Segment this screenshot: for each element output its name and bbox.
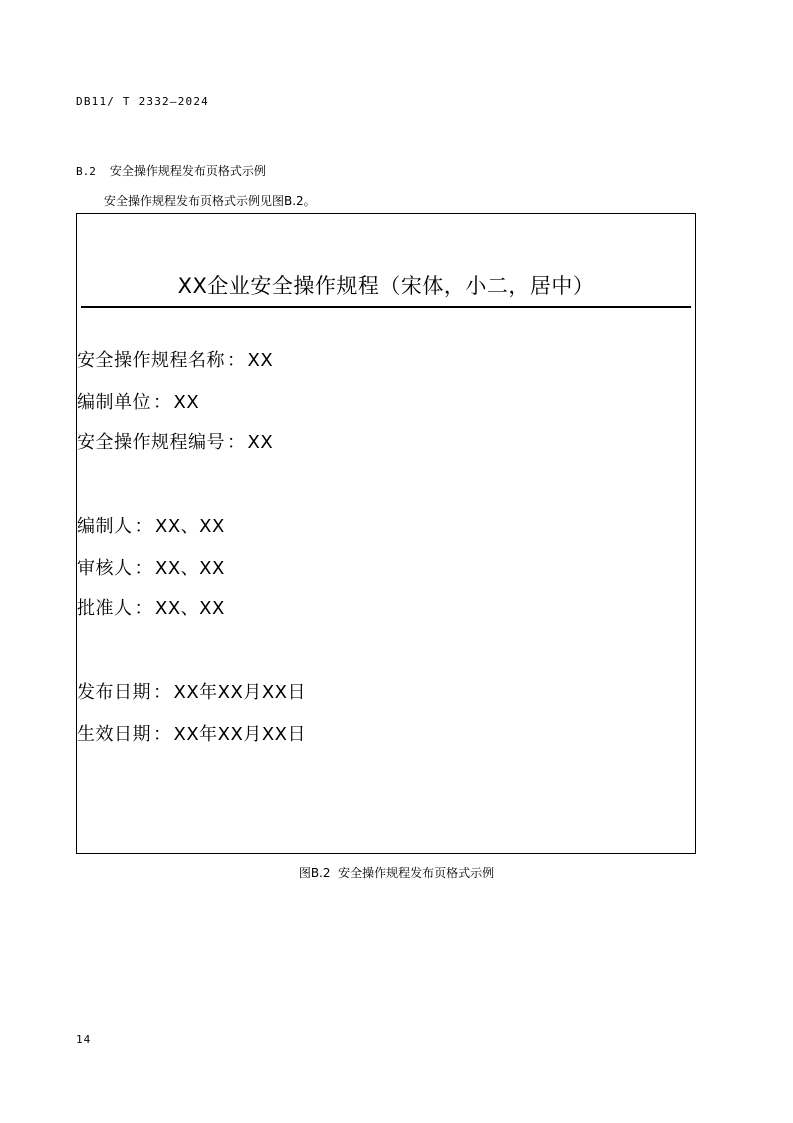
field-label: 安全操作规程名称 [77, 350, 225, 371]
figure-caption [0, 864, 793, 881]
title-underline [81, 306, 691, 308]
field-separator: ： [153, 392, 172, 413]
field-label: 发布日期 [77, 682, 151, 703]
field-release-date [77, 678, 306, 704]
field-value: XX [247, 432, 274, 453]
figure-number: 图B.2 [298, 866, 331, 880]
sample-title: XX企业安全操作规程（宋体，小二，居中） [177, 274, 595, 298]
section-number: B.2 [76, 165, 96, 178]
field-label: 编制人 [77, 516, 133, 537]
section-title: 安全操作规程发布页格式示例 [109, 164, 266, 178]
field-effective-date [77, 720, 306, 746]
field-separator: ： [134, 558, 153, 579]
field-value: XX、XX [155, 516, 225, 537]
field-label: 批准人 [77, 598, 133, 619]
field-label: 生效日期 [77, 724, 151, 745]
sample-publish-page-frame [76, 213, 696, 854]
field-label: 安全操作规程编号 [77, 432, 225, 453]
field-procedure-number [77, 428, 273, 454]
standard-code: DB11/ T 2332—2024 [76, 95, 209, 108]
field-value: XX [173, 392, 200, 413]
field-label: 审核人 [77, 558, 133, 579]
field-value: XX [247, 350, 274, 371]
field-reviewer [77, 554, 225, 580]
field-compiler [77, 512, 225, 538]
field-compiling-unit [77, 388, 199, 414]
field-separator: ： [134, 598, 153, 619]
field-procedure-name [77, 346, 273, 372]
field-value: XX、XX [155, 598, 225, 619]
field-value: XX、XX [155, 558, 225, 579]
field-label: 编制单位 [77, 392, 151, 413]
page-number: 14 [76, 1033, 92, 1046]
field-separator: ： [153, 724, 172, 745]
field-separator: ： [153, 682, 172, 703]
figure-caption-text: 安全操作规程发布页格式示例 [338, 866, 495, 880]
field-separator: ： [134, 516, 153, 537]
section-intro: 安全操作规程发布页格式示例见图B.2。 [104, 194, 316, 208]
field-approver [77, 594, 225, 620]
field-value: XX年XX月XX日 [173, 682, 306, 703]
field-value: XX年XX月XX日 [173, 724, 306, 745]
field-separator: ： [227, 350, 246, 371]
section-heading [76, 162, 266, 179]
field-separator: ： [227, 432, 246, 453]
